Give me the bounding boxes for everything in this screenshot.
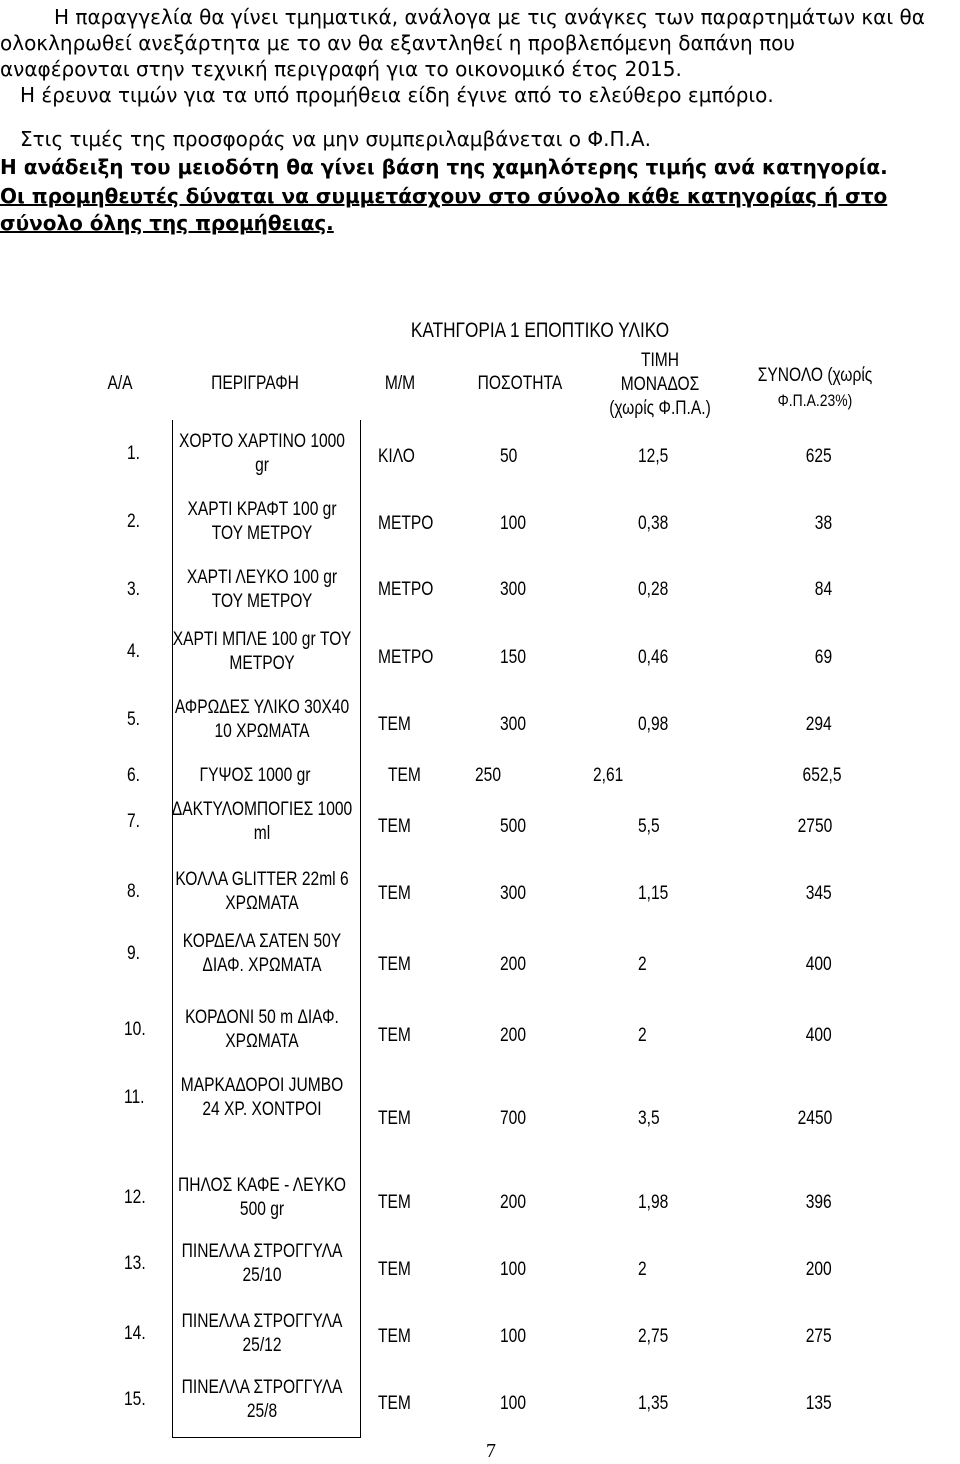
header-aa: Α/Α <box>107 373 133 394</box>
header-unit-price-1: ΤΙΜΗ <box>640 350 680 371</box>
row-unit-price: 2 <box>638 1259 647 1280</box>
page-number: 7 <box>486 1440 496 1462</box>
row-unit: ΤΕΜ <box>378 883 411 904</box>
category-title: ΚΑΤΗΓΟΡΙΑ 1 ΕΠΟΠΤΙΚΟ ΥΛΙΚΟ <box>410 319 670 342</box>
row-number: 2. <box>127 511 141 532</box>
row-unit: ΤΕΜ <box>378 1326 411 1347</box>
row-total: 625 <box>806 446 832 467</box>
row-total: 345 <box>806 883 832 904</box>
row-description: ΠΙΝΕΛΛΑ ΣΤΡΟΓΓΥΛΑ 25/8 <box>181 1377 343 1422</box>
intro-line-5: Στις τιμές της προσφοράς να μην συμπεριλαμβάνεται ο Φ.Π.Α. <box>20 127 651 151</box>
row-unit-price: 12,5 <box>638 446 669 467</box>
row-total: 38 <box>814 513 832 534</box>
row-unit: ΜΕΤΡΟ <box>378 579 434 600</box>
row-unit: ΤΕΜ <box>378 1259 411 1280</box>
intro-line-3: αναφέρονται στην τεχνική περιγραφή για το οικονομικό έτος 2015. <box>0 57 682 81</box>
row-quantity: 200 <box>500 1192 526 1213</box>
row-description: ΠΗΛΟΣ ΚΑΦΕ - ΛΕΥΚΟ 500 gr <box>177 1175 347 1220</box>
row-unit-price: 0,38 <box>638 513 669 534</box>
row-total: 2750 <box>797 816 832 837</box>
row-description: ΠΙΝΕΛΛΑ ΣΤΡΟΓΓΥΛΑ 25/12 <box>181 1311 343 1356</box>
intro-line-2: ολοκληρωθεί ανεξάρτητα με το αν θα εξαντληθεί η προβλεπόμενη δαπάνη που <box>0 31 795 55</box>
row-description: ΧΑΡΤΙ ΚΡΑΦΤ 100 gr ΤΟΥ ΜΕΤΡΟΥ <box>187 499 337 544</box>
row-quantity: 100 <box>500 1259 526 1280</box>
row-quantity: 200 <box>500 1025 526 1046</box>
row-unit-price: 5,5 <box>638 816 660 837</box>
row-number: 7. <box>127 811 141 832</box>
row-unit-price: 2,75 <box>638 1326 669 1347</box>
intro-line-7: Οι προμηθευτές δύναται να συμμετάσχουν στο σύνολο κάθε κατηγορίας ή στο <box>0 184 888 208</box>
row-unit-price: 1,15 <box>638 883 669 904</box>
row-unit-price: 0,46 <box>638 647 669 668</box>
row-unit-price: 2 <box>638 954 647 975</box>
row-quantity: 200 <box>500 954 526 975</box>
row-total: 200 <box>806 1259 832 1280</box>
header-unit-price-2: ΜΟΝΑΔΟΣ <box>620 374 700 395</box>
intro-line-1: Η παραγγελία θα γίνει τμηματικά, ανάλογα με τις ανάγκες των παραρτημάτων και θα <box>54 5 925 29</box>
header-total-1: ΣΥΝΟΛΟ (χωρίς <box>757 365 873 386</box>
row-quantity: 700 <box>500 1108 526 1129</box>
row-description: ΔΑΚΤΥΛΟΜΠΟΓΙΕΣ 1000 ml <box>171 799 353 844</box>
row-quantity: 150 <box>500 647 526 668</box>
row-number: 3. <box>127 579 141 600</box>
row-number: 9. <box>127 943 141 964</box>
header-quantity: ΠΟΣΟΤΗΤΑ <box>477 373 563 394</box>
row-quantity: 100 <box>500 1393 526 1414</box>
row-unit-price: 0,28 <box>638 579 669 600</box>
row-number: 10. <box>124 1019 146 1040</box>
row-number: 15. <box>124 1389 146 1410</box>
row-unit: ΤΕΜ <box>378 816 411 837</box>
row-unit: ΤΕΜ <box>378 1393 411 1414</box>
row-description: ΚΟΛΛΑ GLITTER 22ml 6 ΧΡΩΜΑΤΑ <box>175 869 349 914</box>
column-divider-left <box>172 420 174 1438</box>
row-description: ΚΟΡΔΟΝΙ 50 m ΔΙΑΦ. ΧΡΩΜΑΤΑ <box>185 1007 339 1052</box>
row-quantity: 100 <box>500 1326 526 1347</box>
row-unit: ΤΕΜ <box>378 954 411 975</box>
row-unit-price: 1,98 <box>638 1192 669 1213</box>
row-total: 396 <box>806 1192 832 1213</box>
row-number: 1. <box>127 443 141 464</box>
row-unit-price: 2,61 <box>593 765 624 786</box>
row-number: 6. <box>127 765 141 786</box>
row-total: 400 <box>806 1025 832 1046</box>
row-description: ΑΦΡΩΔΕΣ ΥΛΙΚΟ 30Χ40 10 ΧΡΩΜΑΤΑ <box>174 697 350 742</box>
row-description: ΠΙΝΕΛΛΑ ΣΤΡΟΓΓΥΛΑ 25/10 <box>181 1241 343 1286</box>
column-divider-right <box>360 420 362 1438</box>
row-quantity: 250 <box>475 765 501 786</box>
row-quantity: 50 <box>500 446 518 467</box>
row-unit: ΤΕΜ <box>378 1108 411 1129</box>
row-description: ΧΟΡΤΟ ΧΑΡΤΙΝΟ 1000 gr <box>179 431 345 476</box>
row-number: 5. <box>127 709 141 730</box>
row-unit: ΚΙΛΟ <box>378 446 415 467</box>
row-quantity: 300 <box>500 883 526 904</box>
row-quantity: 500 <box>500 816 526 837</box>
row-number: 13. <box>124 1253 146 1274</box>
header-description: ΠΕΡΙΓΡΑΦΗ <box>211 373 299 394</box>
row-total: 2450 <box>797 1108 832 1129</box>
row-description: ΜΑΡΚΑΔΟΡΟΙ JUMBO 24 ΧΡ. ΧΟΝΤΡΟΙ <box>180 1075 344 1120</box>
row-total: 135 <box>806 1393 832 1414</box>
intro-line-8: σύνολο όλης της προμήθειας. <box>0 211 334 235</box>
row-number: 11. <box>124 1087 145 1108</box>
row-unit: ΜΕΤΡΟ <box>378 513 434 534</box>
row-description: ΚΟΡΔΕΛΑ ΣΑΤΕΝ 50Υ ΔΙΑΦ. ΧΡΩΜΑΤΑ <box>182 931 342 976</box>
row-total: 294 <box>806 714 832 735</box>
row-description: ΧΑΡΤΙ ΛΕΥΚΟ 100 gr ΤΟΥ ΜΕΤΡΟΥ <box>186 567 338 612</box>
row-total: 400 <box>806 954 832 975</box>
intro-line-4: Η έρευνα τιμών για τα υπό προμήθεια είδη έγινε από το ελεύθερο εμπόριο. <box>20 83 774 107</box>
row-quantity: 300 <box>500 579 526 600</box>
row-number: 4. <box>127 641 141 662</box>
row-unit-price: 3,5 <box>638 1108 660 1129</box>
row-number: 14. <box>124 1323 146 1344</box>
row-total: 84 <box>814 579 832 600</box>
header-unit: Μ/Μ <box>384 373 416 394</box>
row-unit: ΤΕΜ <box>388 765 421 786</box>
row-unit: ΤΕΜ <box>378 1025 411 1046</box>
row-unit-price: 1,35 <box>638 1393 669 1414</box>
row-total: 652,5 <box>803 765 842 786</box>
row-quantity: 300 <box>500 714 526 735</box>
row-total: 69 <box>814 647 832 668</box>
intro-line-6: Η ανάδειξη του μειοδότη θα γίνει βάση της χαμηλότερης τιμής ανά κατηγορία. <box>0 155 888 179</box>
row-unit-price: 2 <box>638 1025 647 1046</box>
row-unit: ΤΕΜ <box>378 1192 411 1213</box>
row-description: ΧΑΡΤΙ ΜΠΛΕ 100 gr ΤΟΥ ΜΕΤΡΟΥ <box>172 629 352 674</box>
header-unit-price-3: (χωρίς Φ.Π.Α.) <box>609 398 711 419</box>
row-number: 8. <box>127 881 141 902</box>
row-quantity: 100 <box>500 513 526 534</box>
row-unit: ΜΕΤΡΟ <box>378 647 434 668</box>
row-number: 12. <box>124 1187 146 1208</box>
bottom-rule <box>172 1437 361 1438</box>
row-unit-price: 0,98 <box>638 714 669 735</box>
header-total-2: Φ.Π.Α.23%) <box>777 391 853 410</box>
row-total: 275 <box>806 1326 832 1347</box>
row-description: ΓΥΨΟΣ 1000 gr <box>199 765 311 786</box>
row-unit: ΤΕΜ <box>378 714 411 735</box>
